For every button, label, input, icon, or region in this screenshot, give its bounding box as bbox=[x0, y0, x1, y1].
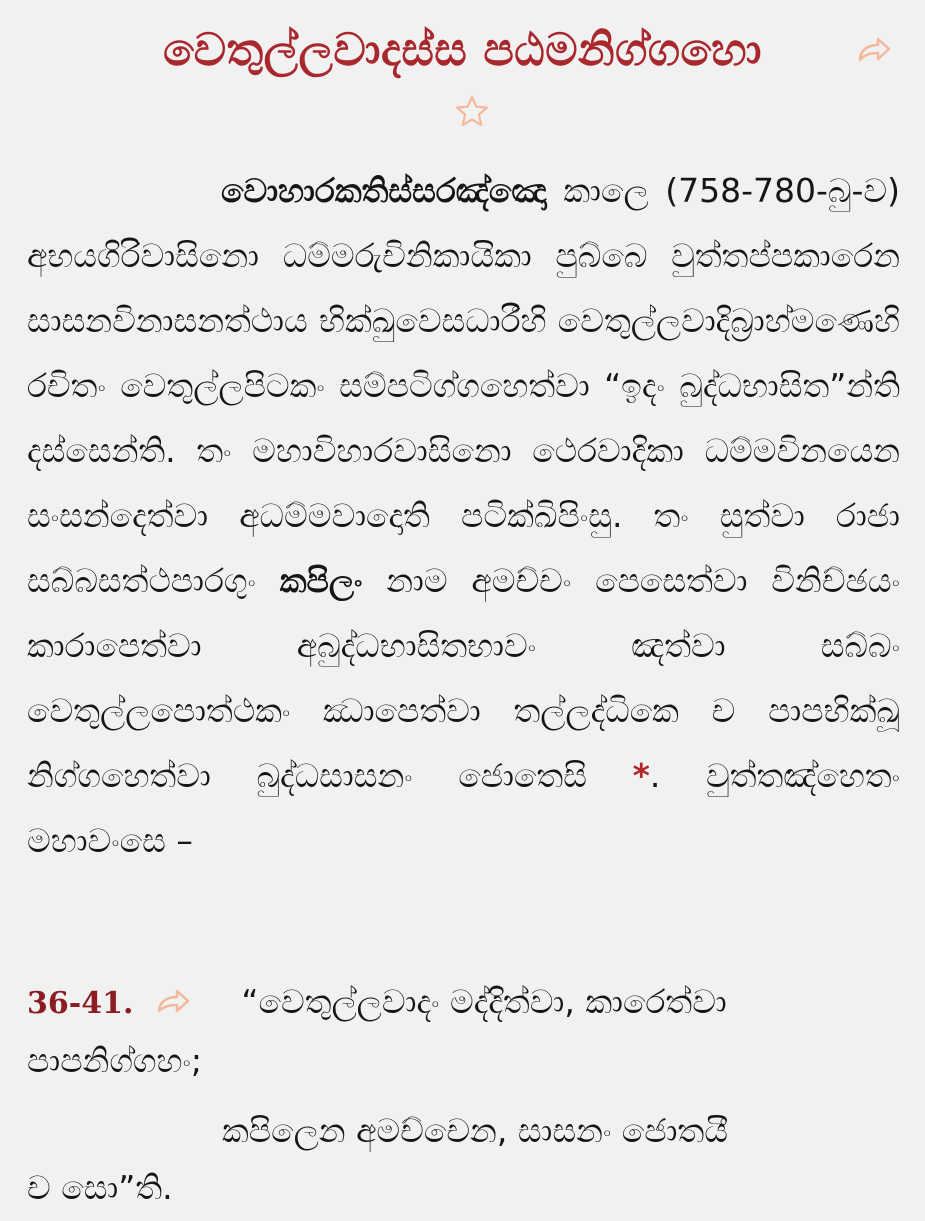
king-name: වොහාරකතිස්සරඤ්ඤො bbox=[221, 171, 547, 210]
star-outline-icon[interactable] bbox=[455, 95, 489, 127]
verse-line-4: ච සො”ති. bbox=[27, 1168, 173, 1207]
page-title: වෙතුල්ලවාදස්ස පඨමනිග්ගහො bbox=[163, 23, 762, 76]
paragraph-text-2: නාම අමච්චං පෙසෙත්වා විනිච්ඡයං කාරාපෙත්වා අබුද්ධභාසිතභාවං ඤත්වා සබ්බං වෙතුල්ලපොත්ථකං ඣාපෙත්වා තල්ලද්ධිකෙ ච පාපභික්ඛූ නිග්ගහෙත්වා බුද්ධසාසනං ජොතෙසි bbox=[27, 561, 900, 795]
verse-line-3: කපිලෙන අමච්චෙන, සාසනං ජොතයී bbox=[222, 1111, 729, 1150]
minister-name: කපිලං bbox=[279, 561, 363, 600]
verse-number: 36-41. bbox=[27, 986, 134, 1021]
share-arrow-icon[interactable] bbox=[155, 987, 191, 1017]
verse-first-line bbox=[27, 969, 900, 1035]
paragraph-text-3: . වුත්තඤ්හෙතං මහාවංසෙ – bbox=[27, 756, 900, 860]
share-arrow-icon[interactable] bbox=[856, 34, 892, 66]
verse-line-1: “වෙතුල්ලවාදං මද්දිත්වා, කාරෙත්වා bbox=[241, 982, 727, 1021]
footnote-asterisk[interactable]: * bbox=[632, 756, 650, 795]
body-paragraph bbox=[27, 158, 900, 873]
paragraph-text-1: කාලෙ (758-780-බු-ව) අභයගිරිවාසිනො ධම්මරුචිනිකායිකා පුබ්බෙ වුත්තප්පකාරෙන සාසනවිනාසනත්ථාය භික්ඛුවෙසධාරීහි වෙතුල්ලවාදිබ්‍රාහ්මණෙහි රචිතං වෙතුල්ලපිටකං සම්පටිග්ගහෙත්වා “ඉදං බුද්ධභාසිත”න්ති දස්සෙන්ති. තං මහාවිහාරවාසිනො ථෙරවාදිකා ධම්මවිනයෙන සංසන්දෙත්වා අධම්මවාදොති පටික්ඛිපිංසු. තං සුත්වා රාජා සබ්බසත්ථපාරගුං bbox=[27, 171, 900, 600]
title-row bbox=[0, 14, 925, 94]
verse-line-2: පාපනිග්ගහං; bbox=[27, 1041, 202, 1080]
